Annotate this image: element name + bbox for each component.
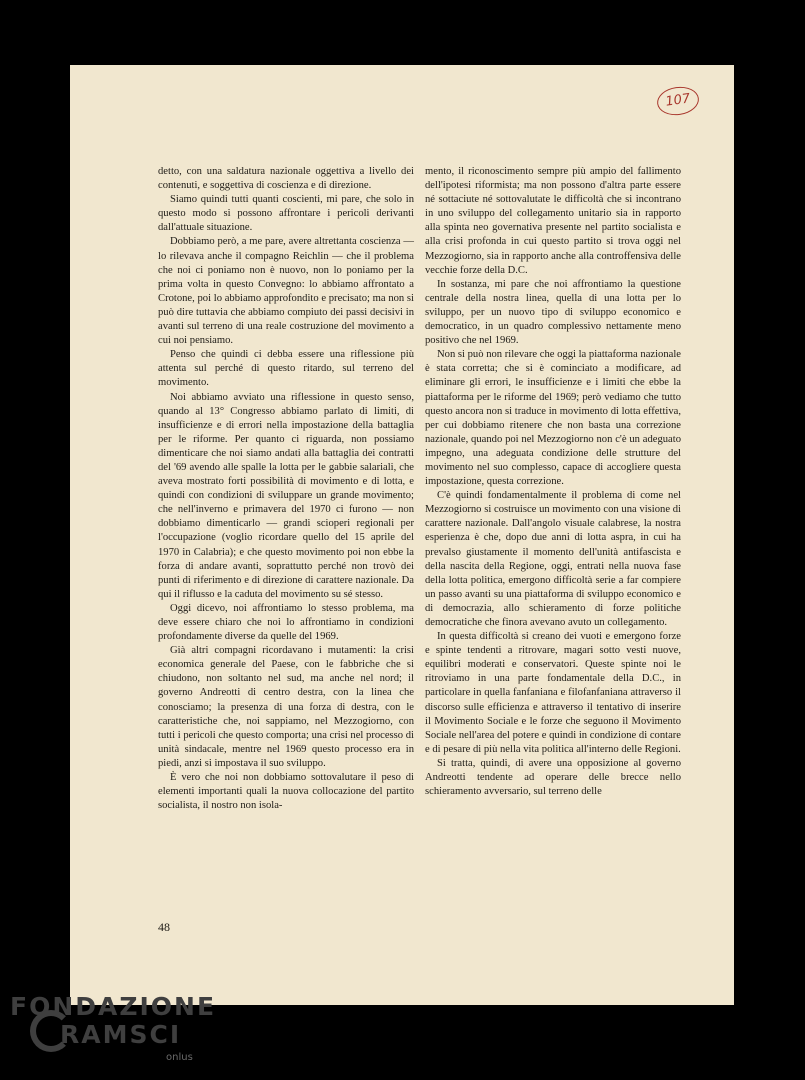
paragraph: detto, con una saldatura nazionale oggettiva a livello dei contenuti, e soggettiva di coscienza e di direzione. — [158, 166, 414, 192]
logo-line-2: RAMSCI — [60, 1020, 182, 1049]
paragraph: In sostanza, mi pare che noi affrontiamo la questione centrale della nostra linea, quella di una lotta per lo sviluppo, per un nuovo tipo di sviluppo economico e democratico, in un quadro complessivo nettamente meno positivo che nel 1969. — [425, 278, 681, 347]
logo-line-1: FONDAZIONE — [10, 992, 217, 1021]
paragraph: Dobbiamo però, a me pare, avere altrettanta coscienza — lo rilevava anche il compagno Reichlin — che il problema che noi ci poniamo non è nuovo, non lo poniamo per la prima volta in questo Convegno: lo abbiamo affrontato a Crotone, poi lo abbiamo approfondito e precisato; ma non si può dire tuttavia che abbiamo compiuto dei passi decisivi in avanti sul terreno di una reale costruzione del movimento a cui noi pensiamo. — [158, 236, 414, 347]
paragraph: mento, il riconoscimento sempre più ampio del fallimento dell'ipotesi riformista; ma non possono d'altra parte essere né sottaciute né sottovalutate le difficoltà che si incontrano in uno sviluppo del collegamento unitario sia in rapporto alla spinta neo governativa presente nel partito socialista e alla crisi profonda in cui questo partito si trova oggi nel Mezzogiorno, sia in rapporto anche alla controffensiva delle vecchie forze della D.C. — [425, 166, 681, 276]
page-number: 48 — [158, 920, 170, 934]
paragraph: Già altri compagni ricordavano i mutamenti: la crisi economica generale del Paese, con le fabbriche che si chiudono, non soltanto nel sud, ma anche nel nord; il governo Andreotti di centro destra, con la linea che conosciamo; la presenza di una forza di destra, con le caratteristiche che, noi sappiamo, nel Mezzogiorno, con tutti i pericoli che questo comporta; una crisi nel processo di unità sindacale, mentre nel 1969 questo processo era in piedi, anzi si impostava il suo sviluppo. — [158, 645, 414, 769]
paragraph: Non si può non rilevare che oggi la piattaforma nazionale è stata corretta; che si è cominciato a modificare, ad eliminare gli errori, le insufficienze e i limiti che ebbe la piattaforma per le riforme del 1969; però vediamo che tutto questo ancora non si traduce in movimento di lotta effettiva, per cui dobbiamo ritenere che non basta una correzione nazionale, quando poi nel Mezzogiorno non c'è un adeguato impegno, una adeguata condizione delle strutture del movimento nel suo complesso, capace di accogliere questa impostazione, questa correzione. — [425, 349, 681, 488]
paragraph: In questa difficoltà si creano dei vuoti e emergono forze e spinte tendenti a ritrovare, magari sotto vesti nuove, equilibri moderati e conservatori. Queste spinte noi le ritroviamo in una parte fondamentale della D.C., in particolare in quella fanfaniana e filofanfaniana attraverso il discorso sulle efficienza e attraverso il tentativo di inserire il Movimento Sociale e le forze che seguono il Movimento Sociale nell'area del potere e quindi in condizione di contare e di pesare di più nella vita politica all'interno delle Regioni. — [425, 631, 681, 755]
paragraph: Oggi dicevo, noi affrontiamo lo stesso problema, ma deve essere chiaro che noi lo affrontiamo in condizioni profondamente diverse da quelle del 1969. — [158, 602, 414, 643]
paragraph: Noi abbiamo avviato una riflessione in questo senso, quando al 13° Congresso abbiamo parlato di limiti, di insufficienze e di errori nella impostazione della battaglia per le riforme. Per quanto ci riguarda, non possiamo dimenticare che noi siamo andati alla battaglia dei contratti del '69 avendo alle spalle la lotta per le gabbie salariali, che aveva mostrato forti possibilità di movimento e di lotta, e quindi con condizioni di sviluppare un grande movimento; che nell'inverno e primavera del 1970 ci furono — non dobbiamo dimenticarlo — grandi scioperi regionali per l'occupazione (voglio ricordare quello del 15 aprile del 1970 in Calabria); e che questo movimento poi non ebbe la forza di andare avanti, soprattutto perché non trovò dei punti di riferimento e di direzione di carattere nazionale. Da qui il riflusso e la caduta del movimento su sé stesso. — [158, 391, 414, 600]
logo-line-3: onlus — [166, 1052, 193, 1063]
archive-stamp: 107 — [655, 84, 700, 118]
left-text-column — [158, 165, 414, 813]
paragraph: Si tratta, quindi, di avere una opposizione al governo Andreotti tendente ad operare delle brecce nello schieramento avversario, sul terreno delle — [425, 757, 681, 798]
paragraph: Siamo quindi tutti quanti coscienti, mi pare, che solo in questo modo si possono affrontare i pericoli derivanti dall'attuale situazione. — [158, 194, 414, 234]
right-text-column — [425, 165, 681, 799]
paragraph: Penso che quindi ci debba essere una riflessione più attenta sul perché di questo ritardo, sul terreno del movimento. — [158, 349, 414, 389]
paragraph: C'è quindi fondamentalmente il problema di come nel Mezzogiorno si costruisce un movimento con una visione di carattere nazionale. Dall'angolo visuale calabrese, la nostra esperienza è che, dopo due anni di lotta aspra, in cui ha prevalso giustamente il momento dell'unità antifascista e della nascita della Regione, oggi, entrati nella nuova fase della lotta politica, emergono difficoltà serie a far compiere un passo avanti su una piattaforma di sviluppo economico e di democrazia, allo schieramento di forze politiche democratiche che finora avevano avuto un collegamento. — [425, 490, 681, 628]
document-page — [70, 65, 734, 1005]
paragraph: È vero che noi non dobbiamo sottovalutare il peso di elementi importanti quali la nuova collocazione del partito socialista, il nostro non isola- — [158, 772, 414, 812]
